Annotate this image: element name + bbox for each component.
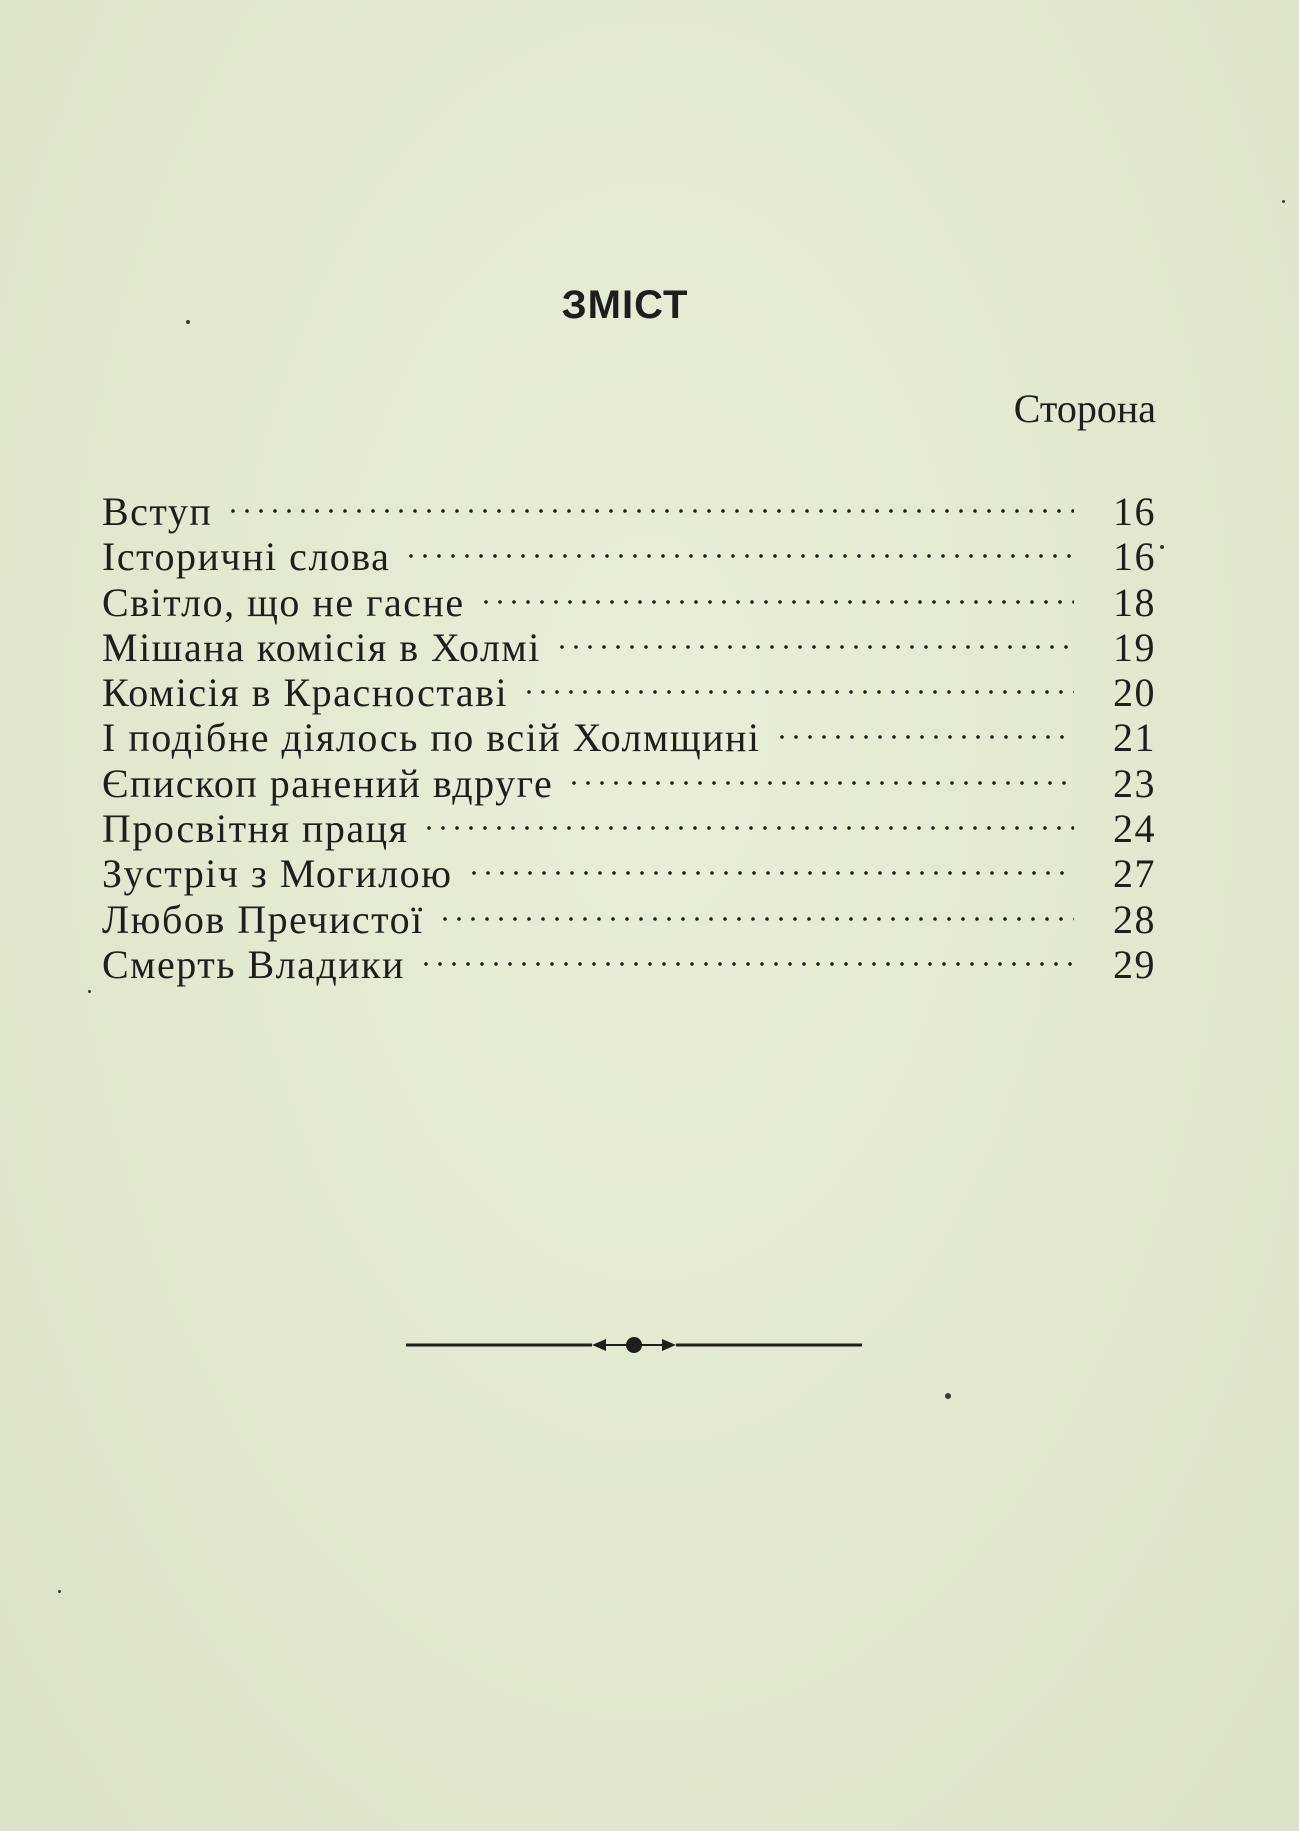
toc-entry-title: Смерть Владики bbox=[102, 941, 405, 987]
toc-entry bbox=[102, 480, 1156, 534]
toc-entry-page: 16 bbox=[1113, 534, 1156, 580]
toc-entry-page: 18 bbox=[1113, 579, 1156, 625]
toc-entry-title: Світло, що не гасне bbox=[102, 579, 465, 625]
toc-entry-page: 19 bbox=[1113, 624, 1156, 670]
paper-speck bbox=[186, 320, 190, 324]
toc-entry-title: Просвітня праця bbox=[102, 806, 409, 852]
toc-entry-page: 29 bbox=[1113, 941, 1156, 987]
toc-entry-title: І подібне діялось по всій Холмщині bbox=[102, 715, 761, 761]
dot-leader bbox=[422, 797, 1074, 842]
dot-leader bbox=[438, 888, 1074, 933]
toc-entry-page: 23 bbox=[1113, 760, 1156, 806]
toc-entry-title: Любов Пречистої bbox=[102, 896, 424, 942]
paper-speck bbox=[945, 1393, 951, 1399]
toc-entry-page: 27 bbox=[1113, 851, 1156, 897]
toc-entry bbox=[102, 525, 1156, 580]
dot-leader bbox=[522, 661, 1074, 706]
dot-leader bbox=[419, 933, 1074, 978]
paper-speck bbox=[1160, 545, 1164, 549]
toc-entry-title: Комісія в Красноставі bbox=[102, 670, 509, 716]
toc-entry-title: Єпископ ранений вдруге bbox=[102, 760, 554, 806]
dot-leader bbox=[404, 525, 1074, 570]
ornament-divider-icon bbox=[406, 1330, 862, 1360]
dot-leader bbox=[567, 752, 1074, 797]
table-of-contents bbox=[102, 480, 1156, 987]
paper-speck bbox=[1282, 200, 1285, 203]
dot-leader bbox=[555, 616, 1074, 661]
toc-entry-page: 20 bbox=[1113, 670, 1156, 716]
paper-speck bbox=[58, 1590, 61, 1593]
toc-entry-title: Зустріч з Могилою bbox=[102, 851, 453, 897]
page-title: ЗМІСТ bbox=[561, 283, 689, 327]
toc-entry-page: 16 bbox=[1113, 489, 1156, 534]
toc-entry-page: 28 bbox=[1113, 896, 1156, 942]
page-column-label: Сторона bbox=[1013, 386, 1156, 431]
toc-entry-page: 24 bbox=[1113, 806, 1156, 852]
paper-speck bbox=[88, 990, 91, 993]
dot-leader bbox=[467, 842, 1074, 887]
dot-leader bbox=[775, 706, 1074, 751]
dot-leader bbox=[226, 480, 1074, 525]
toc-entry-title: Вступ bbox=[102, 489, 213, 534]
toc-entry-title: Мішана комісія в Холмі bbox=[102, 624, 541, 670]
toc-entry-page: 21 bbox=[1113, 715, 1156, 761]
toc-entry-title: Історичні слова bbox=[102, 534, 391, 580]
dot-leader bbox=[479, 571, 1074, 616]
